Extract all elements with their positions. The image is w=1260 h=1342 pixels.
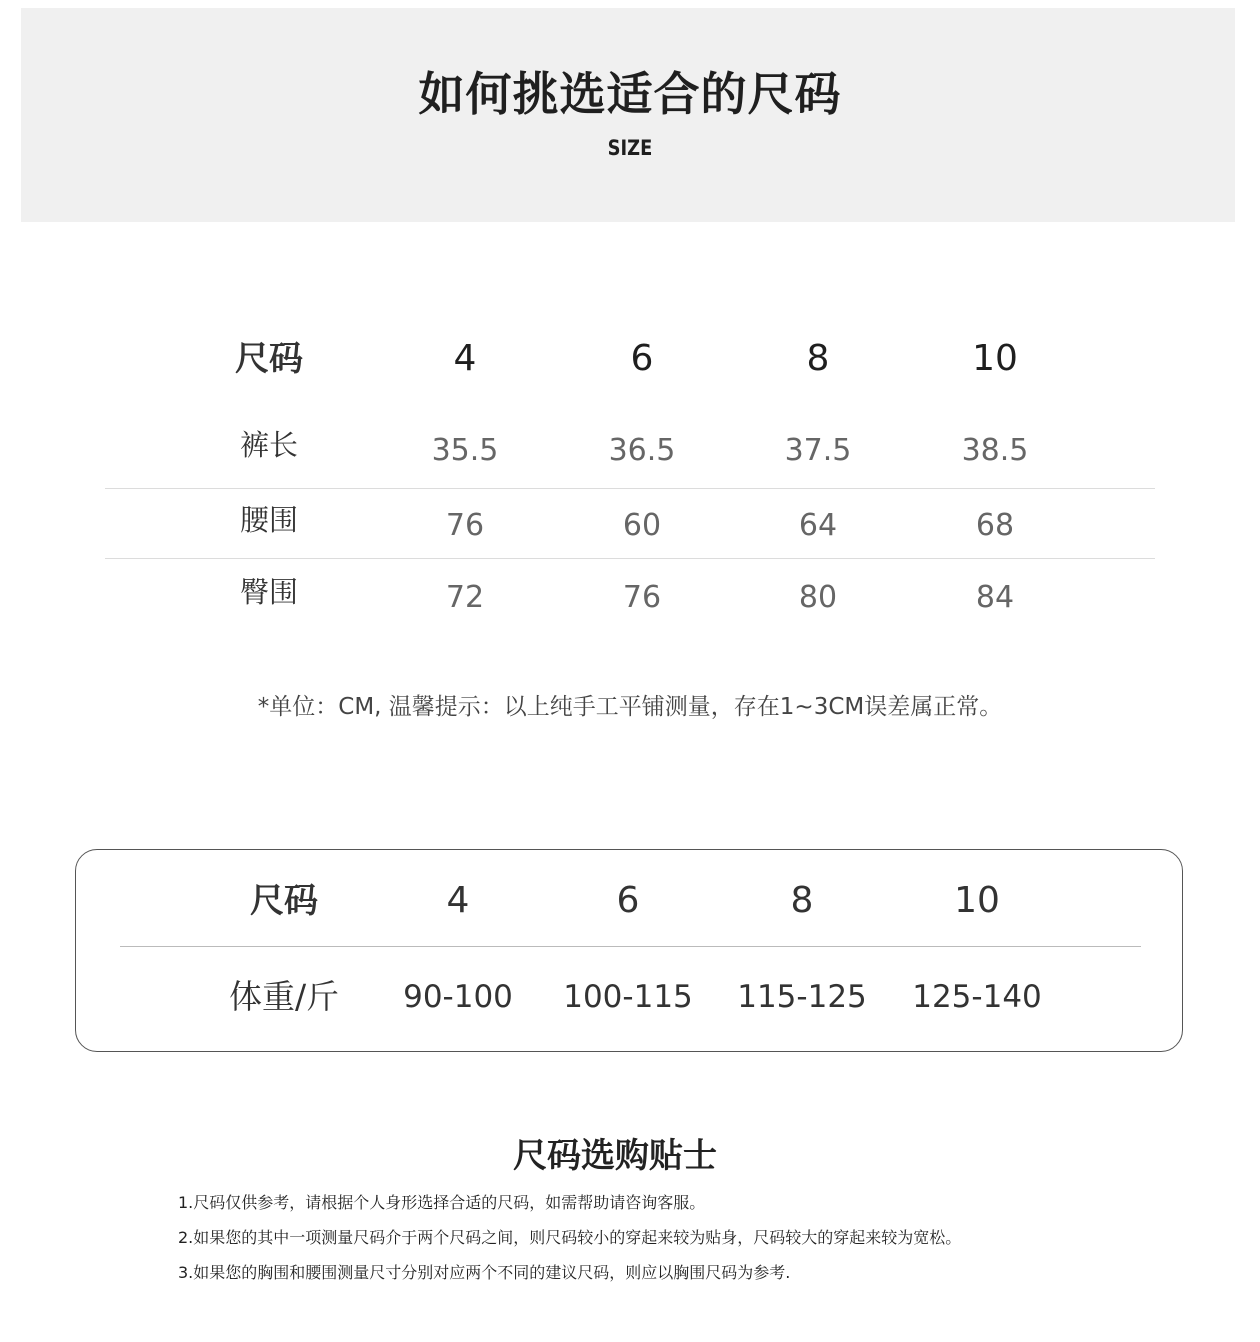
tips-title: 尺码选购贴士 — [513, 1136, 717, 1176]
table-cell: 38.5 — [961, 433, 1029, 468]
size-header-label: 尺码 — [235, 339, 303, 379]
tip-item: 1.尺码仅供参考，请根据个人身形选择合适的尺码，如需帮助请咨询客服。 — [178, 1193, 706, 1212]
table-cell: 60 — [622, 508, 662, 543]
size-header-6: 6 — [630, 338, 654, 379]
page-subtitle: SIZE — [607, 136, 653, 160]
table-row-length — [105, 416, 1155, 486]
weight-divider — [120, 946, 1141, 947]
weight-size-header-label: 尺码 — [250, 881, 318, 921]
size-header-10: 10 — [972, 338, 1018, 379]
measurement-header-row — [105, 324, 1155, 394]
page-title: 如何挑选适合的尺码 — [418, 67, 842, 121]
row-label-length: 裤长 — [239, 428, 298, 462]
weight-row-label: 体重/斤 — [228, 977, 340, 1016]
weight-size-header-6: 6 — [616, 880, 640, 921]
table-cell: 37.5 — [784, 433, 852, 468]
row-label-waist: 腰围 — [239, 503, 298, 537]
weight-size-header-10: 10 — [954, 880, 1000, 921]
table-cell: 35.5 — [431, 433, 499, 468]
table-row-hip — [105, 563, 1155, 633]
table-cell: 125-140 — [912, 979, 1042, 1015]
table-cell: 76 — [622, 580, 662, 615]
measurement-note: *单位：CM, 温馨提示：以上纯手工平铺测量，存在1~3CM误差属正常。 — [257, 694, 1003, 720]
table-cell: 100-115 — [563, 979, 693, 1015]
table-cell: 84 — [975, 580, 1015, 615]
size-header-4: 4 — [453, 338, 477, 379]
table-cell: 72 — [445, 580, 485, 615]
size-header-8: 8 — [806, 338, 830, 379]
table-cell: 64 — [798, 508, 838, 543]
row-label-hip: 臀围 — [239, 575, 298, 609]
table-row-waist — [105, 491, 1155, 561]
table-cell: 115-125 — [737, 979, 867, 1015]
table-cell: 76 — [445, 508, 485, 543]
table-cell: 36.5 — [608, 433, 676, 468]
table-cell: 80 — [798, 580, 838, 615]
weight-size-header-8: 8 — [790, 880, 814, 921]
table-cell: 68 — [975, 508, 1015, 543]
table-cell: 90-100 — [403, 979, 513, 1015]
tip-item: 3.如果您的胸围和腰围测量尺寸分别对应两个不同的建议尺码，则应以胸围尺码为参考. — [178, 1263, 791, 1282]
weight-table — [75, 849, 1183, 1052]
tip-item: 2.如果您的其中一项测量尺码介于两个尺码之间，则尺码较小的穿起来较为贴身，尺码较大的穿起来较为宽松。 — [178, 1228, 962, 1247]
weight-size-header-4: 4 — [446, 880, 470, 921]
